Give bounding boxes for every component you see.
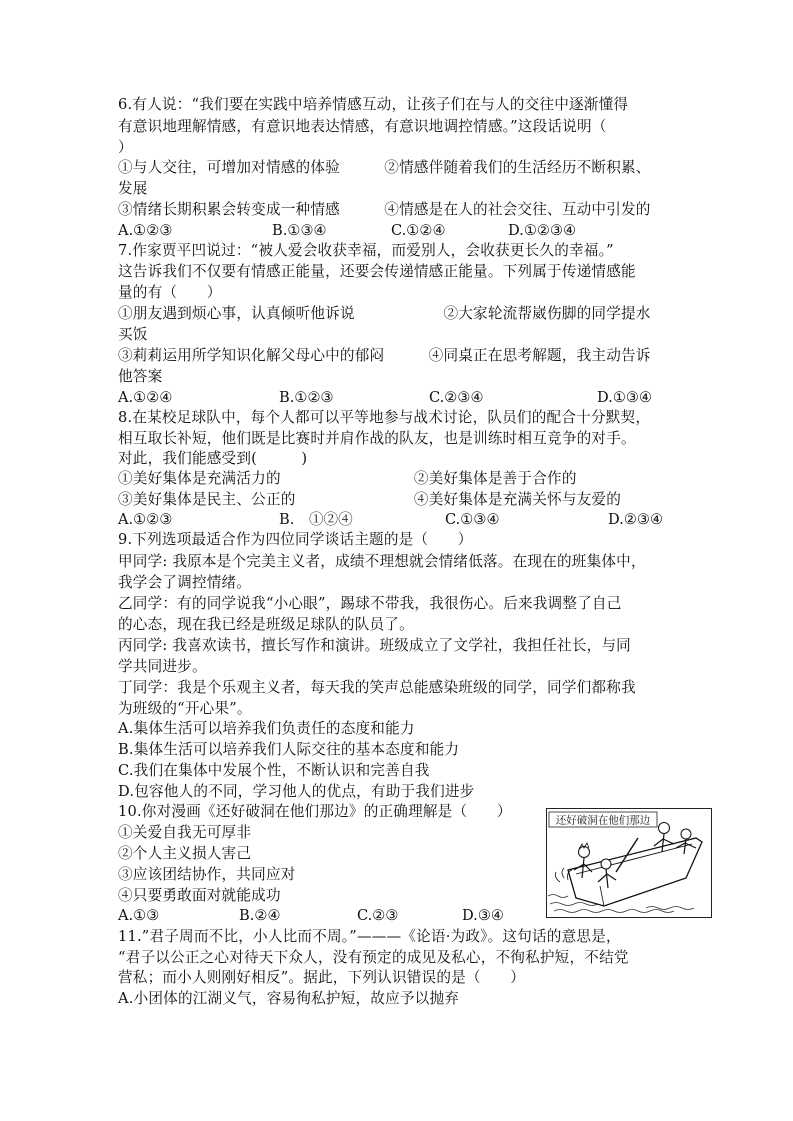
q9-line: 甲同学: 我原本是个完美主义者，成绩不理想就会情绪低落。在现在的班集体中，	[118, 553, 646, 570]
cartoon-image	[546, 808, 712, 918]
q11-option-a: A.小团体的江湖义气，容易徇私护短，故应予以抛弃	[118, 990, 460, 1007]
q7-line: 这告诉我们不仅要有情感正能量，还要会传递情感正能量。下列属于传递情感能	[118, 263, 636, 280]
q8-line: ③美好集体是民主、公正的 ④美好集体是充满关怀与友爱的	[118, 491, 621, 508]
q9-line: 我学会了调控情绪。	[118, 574, 252, 591]
q7-option-d: D.①③④	[597, 389, 653, 406]
q6-line: 发展	[118, 180, 148, 197]
q7-option-c: C.②③④	[429, 389, 484, 406]
q11-line: 营私；而小人则刚好相反”。据此，下列认识错误的是（ ）	[118, 969, 526, 986]
q9-line: 的心态，现在我已经是班级足球队的队员了。	[118, 616, 414, 633]
q8-option-c: C.①③④	[445, 511, 500, 528]
q11-line: 11.”君子周而不比，小人比而不周。”———《论语·为政》。这句话的意思是，	[118, 928, 621, 945]
q6-option-a: A.①②③	[118, 222, 173, 239]
cartoon-drawing	[546, 808, 712, 918]
q10-line: ①关爱自我无可厚非	[118, 824, 252, 841]
q9-option-a: A.集体生活可以培养我们负责任的态度和能力	[118, 720, 415, 737]
q9-line: 学共同进步。	[118, 658, 207, 675]
q7-line: 7.作家贾平凹说过：“被人爱会收获幸福，而爱别人，会收获更长久的幸福。”	[118, 242, 614, 259]
q6-option-b: B.①③④	[272, 222, 327, 239]
q7-line: 他答案	[118, 368, 163, 385]
q6-line: ）	[118, 139, 133, 156]
q7-line: ③莉莉运用所学知识化解父母心中的郁闷 ④同桌正在思考解题，我主动告诉	[118, 347, 651, 364]
q6-line: 有意识地理解情感，有意识地表达情感，有意识地调控情感。”这段话说明（	[118, 118, 607, 135]
q10-option-c: C.②③	[357, 907, 399, 924]
q8-option-a: A.①②③	[118, 511, 173, 528]
q10-line: ③应该团结协作，共同应对	[118, 866, 296, 883]
q8-line: 8.在某校足球队中，每个人都可以平等地参与战术讨论，队员们的配合十分默契，	[118, 409, 651, 426]
q10-line: ②个人主义损人害己	[118, 845, 252, 862]
q10-option-d: D.③④	[462, 907, 504, 924]
q11-line: “君子以公正之心对待天下众人，没有预定的成见及私心，不徇私护短，不结党	[118, 949, 629, 966]
q6-line: ③情绪长期积累会转变成一种情感 ④情感是在人的社会交往、互动中引发的	[118, 201, 651, 218]
q10-option-a: A.①③	[118, 907, 160, 924]
q9-line: 乙同学：有的同学说我“小心眼”，踢球不带我，我很伤心。后来我调整了自己	[118, 595, 622, 612]
q9-line: 丁同学：我是个乐观主义者，每天我的笑声总能感染班级的同学，同学们都称我	[118, 679, 636, 696]
q10-line: 10.你对漫画《还好破洞在他们那边》的正确理解是（ ）	[118, 803, 512, 820]
q6-line: ①与人交往，可增加对情感的体验 ②情感伴随着我们的生活经历不断积累、	[118, 159, 651, 176]
q6-option-d: D.①②③④	[508, 222, 577, 239]
q8-option-b: B. ①②④	[279, 511, 353, 528]
q8-line: 相互取长补短，他们既是比赛时并肩作战的队友，也是训练时相互竞争的对手。	[118, 430, 636, 447]
q9-line: 为班级的“开心果”。	[118, 700, 252, 717]
q7-line: ①朋友遇到烦心事，认真倾听他诉说 ②大家轮流帮崴伤脚的同学提水	[118, 305, 651, 322]
q10-line: ④只要勇敢面对就能成功	[118, 887, 281, 904]
q9-option-b: B.集体生活可以培养我们人际交往的基本态度和能力	[118, 741, 460, 758]
q10-option-b: B.②④	[239, 907, 281, 924]
q7-line: 量的有（ ）	[118, 284, 222, 301]
q8-line: 对此，我们能感受到( )	[118, 450, 308, 467]
cartoon-caption: 还好破洞在他们那边	[555, 815, 651, 827]
q6-line: 6.有人说：“我们要在实践中培养情感互动，让孩子们在与人的交往中逐渐懂得	[118, 96, 629, 113]
q8-line: ①美好集体是充满活力的 ②美好集体是善于合作的	[118, 470, 577, 487]
q9-option-c: C.我们在集体中发展个性，不断认识和完善自我	[118, 762, 430, 779]
q8-option-d: D.②③④	[608, 511, 664, 528]
q9-option-d: D.包容他人的不同，学习他人的优点，有助于我们进步	[118, 783, 475, 800]
q9-line: 9.下列选项最适合作为四位同学谈话主题的是（ ）	[118, 531, 473, 548]
q7-option-a: A.①②④	[118, 389, 173, 406]
q9-line: 丙同学: 我喜欢读书，擅长写作和演讲。班级成立了文学社，我担任社长，与同	[118, 637, 631, 654]
q7-option-b: B.①②③	[279, 389, 334, 406]
q6-option-c: C.①②④	[391, 222, 446, 239]
q7-line: 买饭	[118, 326, 148, 343]
